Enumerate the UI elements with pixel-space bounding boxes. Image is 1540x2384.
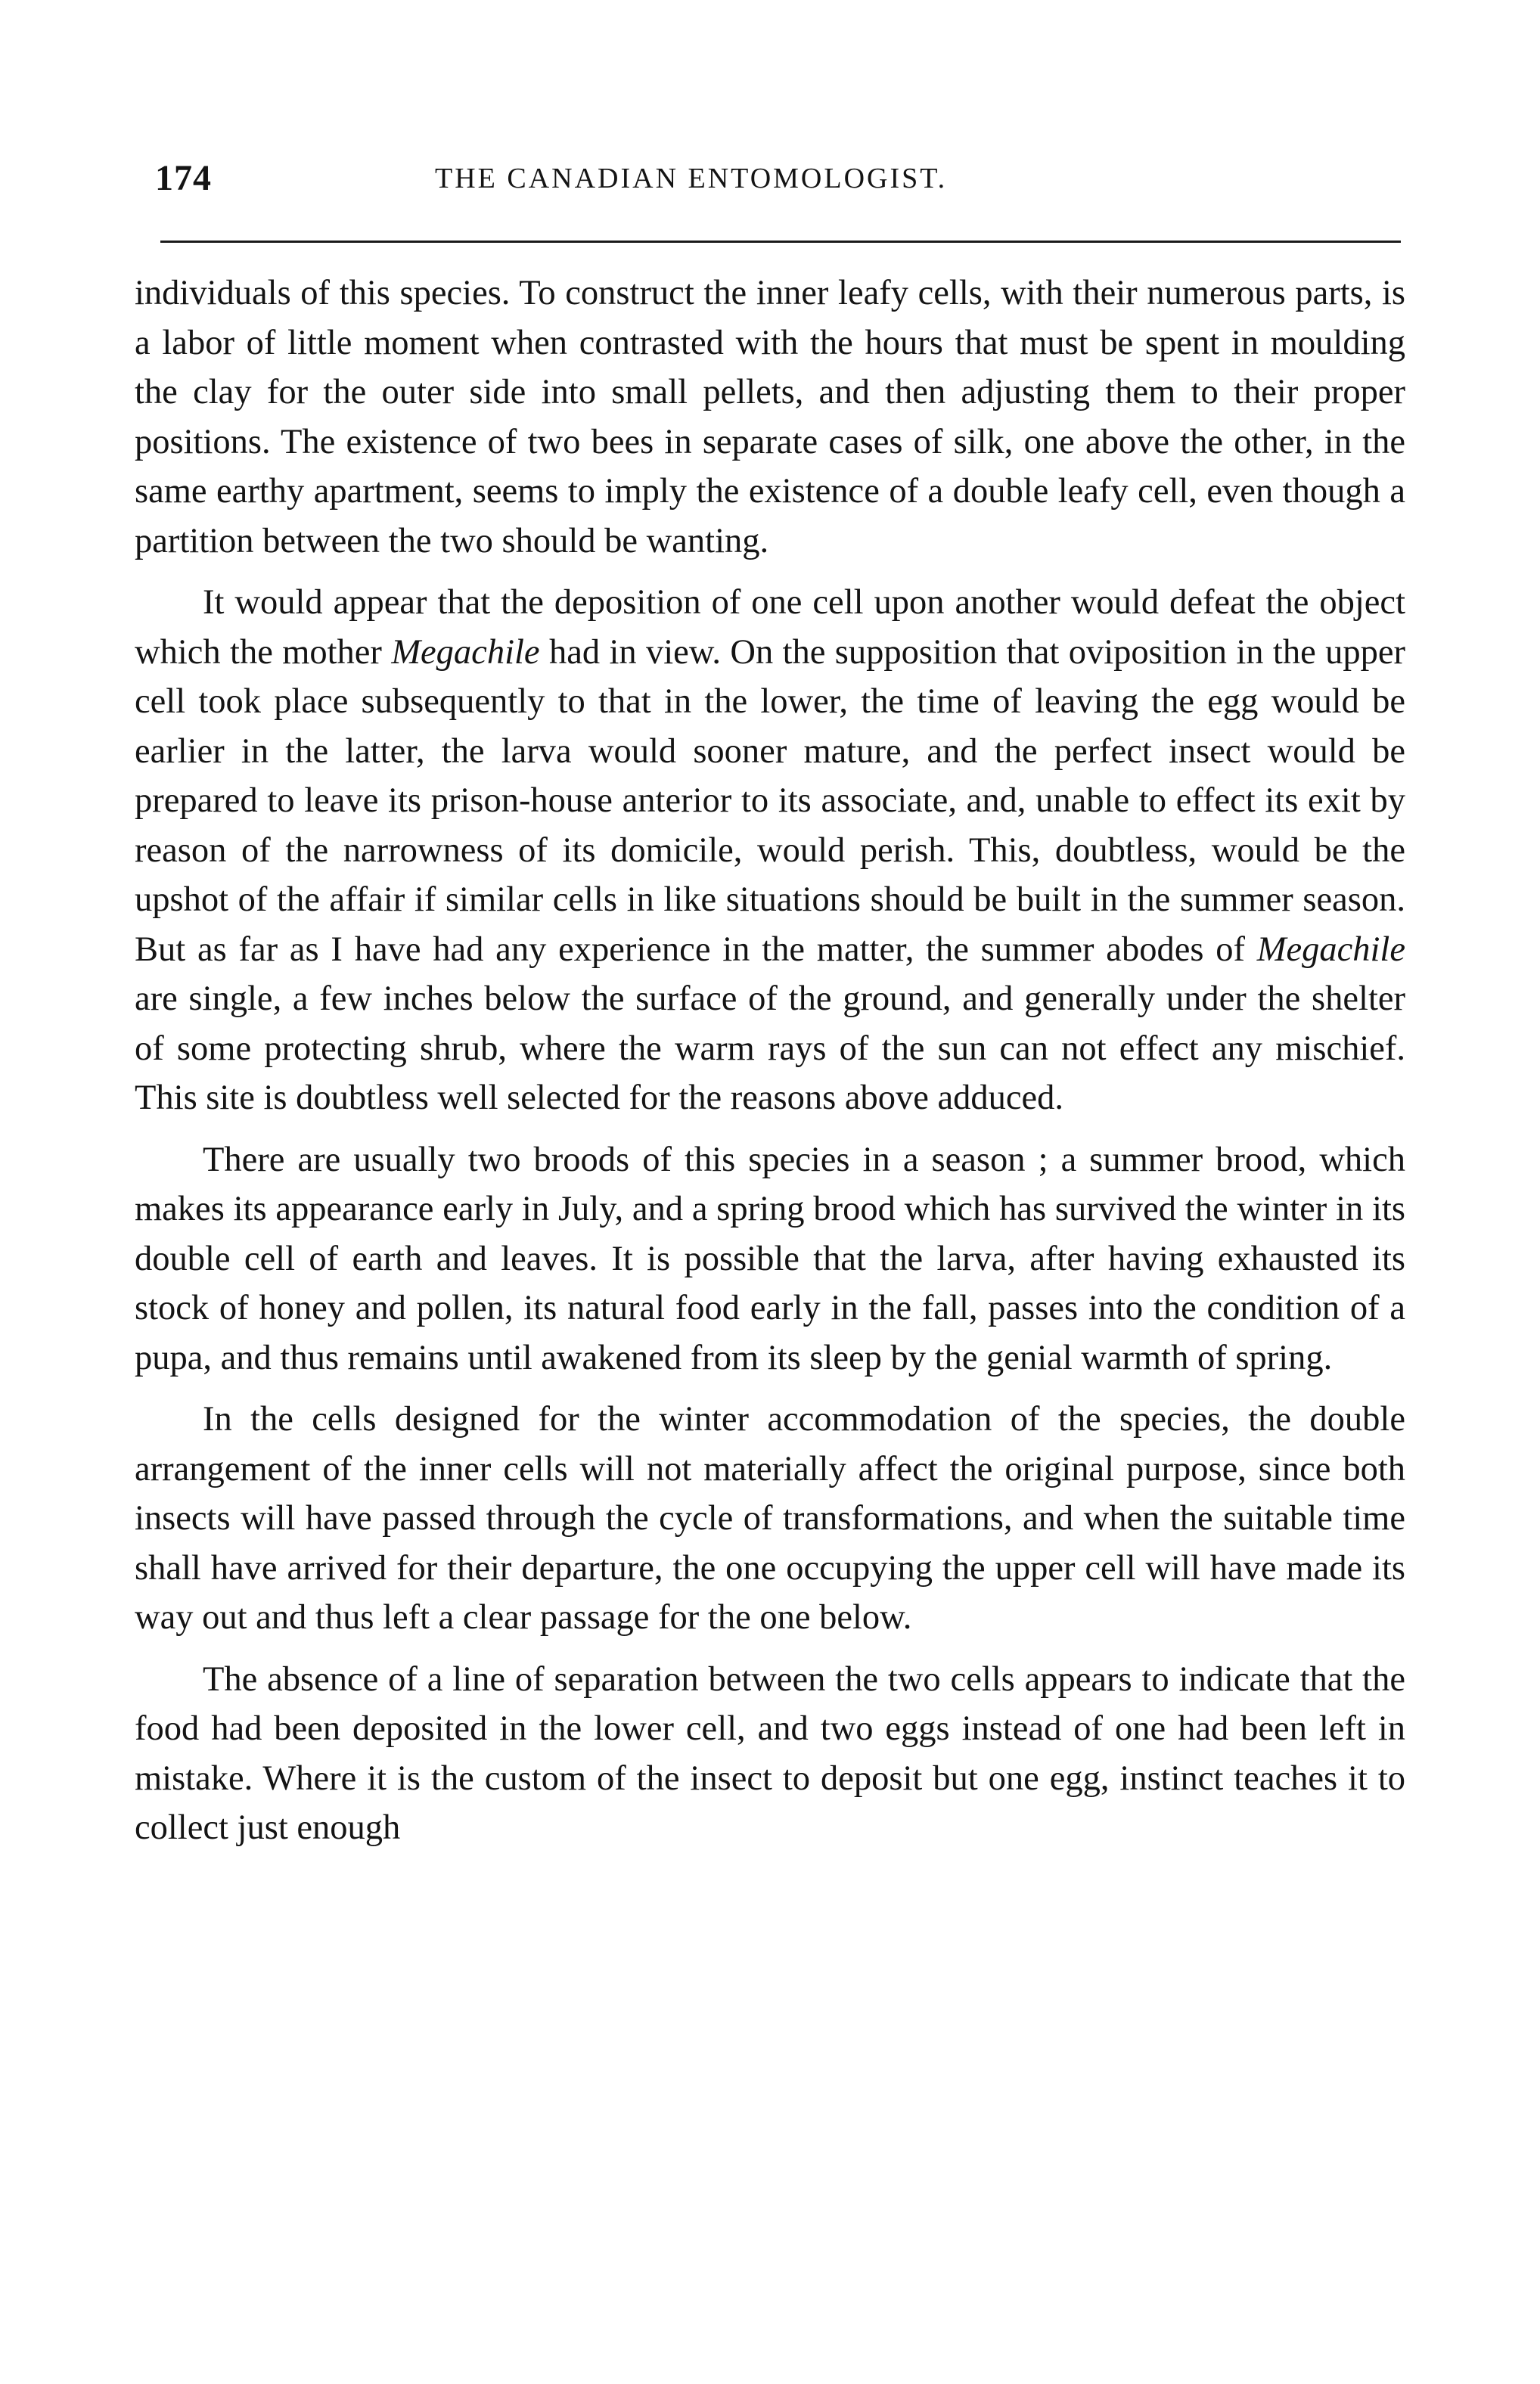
text-segment: In the cells designed for the winter accommodation of the species, the double arrangement of the inner cells will not materially affect the original purpose, since both insects will have passed through the cycle of transformations, and when the suitable time shall have arrived for their departure, the one occupying the upper cell will have made its way out and thus left a clear passage for the one below.	[135, 1400, 1405, 1637]
text-segment: It would appear that the deposition of one cell upon another would defeat the object which the mother	[135, 583, 1405, 672]
paragraph	[135, 578, 1405, 1123]
genus-name: Megachile	[1256, 930, 1405, 969]
page-number: 174	[155, 158, 212, 198]
paragraph	[135, 1135, 1405, 1383]
body-text	[135, 269, 1405, 1853]
paragraph	[135, 1655, 1405, 1853]
page-header	[155, 157, 1403, 203]
text-segment: The absence of a line of separation between the two cells appears to indicate that the food had been deposited in the lower cell, and two eggs instead of one had been left in mistake. Where it is the custom of the insect to deposit but one egg, instinct teaches it to collect just enough	[135, 1659, 1405, 1847]
text-segment: There are usually two broods of this species in a season ; a summer brood, which makes its appearance early in July, and a spring brood which has survived the winter in its double cell of earth and leaves. It is possible that the larva, after having exhausted its stock of honey and pollen, its natural food early in the fall, passes into the condition of a pupa, and thus remains until awakened from its sleep by the genial warmth of spring.	[135, 1140, 1405, 1377]
paragraph	[135, 269, 1405, 566]
genus-name: Megachile	[391, 632, 540, 672]
text-segment: are single, a few inches below the surface of the ground, and generally under the shelter of some protecting shrub, where the warm rays of the sun can not effect any mischief. This site is doubtless well selected for the reasons above adduced.	[135, 979, 1405, 1117]
text-segment: individuals of this species. To construct the inner leafy cells, with their numerous parts, is a labor of little moment when contrasted with the hours that must be spent in moulding the clay for the outer side into small pellets, and then adjusting them to their proper positions. The existence of two bees in separate cases of silk, one above the other, in the same earthy apartment, seems to imply the existence of a double leafy cell, even though a partition between the two should be wanting.	[135, 274, 1405, 560]
header-rule	[160, 241, 1401, 243]
paragraph	[135, 1395, 1405, 1643]
text-segment: had in view. On the supposition that oviposition in the upper cell took place subsequently to that in the lower, the time of leaving the egg would be earlier in the latter, the larva would sooner mature, and the perfect insect would be prepared to leave its prison-house anterior to its associate, and, unable to effect its exit by reason of the narrowness of its domicile, would perish. This, doubtless, would be the upshot of the affair if similar cells in like situations should be built in the summer season. But as far as I have had any experience in the matter, the summer abodes of	[135, 632, 1405, 969]
running-title: THE CANADIAN ENTOMOLOGIST.	[435, 163, 948, 194]
